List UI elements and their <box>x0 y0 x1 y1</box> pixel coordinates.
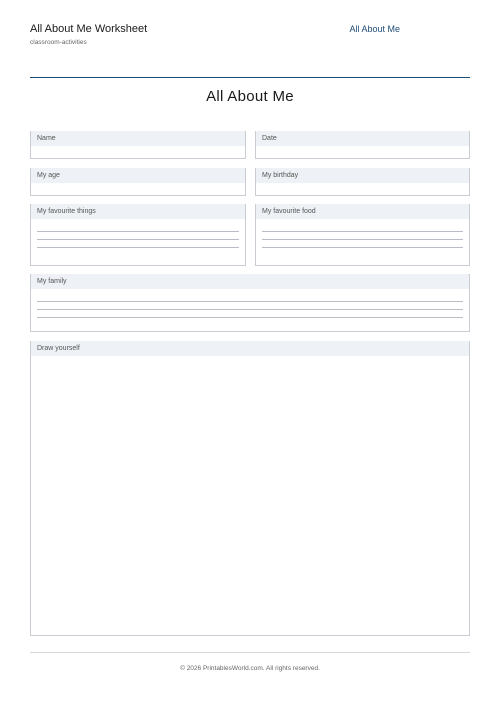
date-field[interactable] <box>255 131 470 159</box>
family-label: My family <box>31 274 469 289</box>
favourite-food-field[interactable] <box>255 204 470 266</box>
age-field[interactable] <box>30 168 246 196</box>
writing-lines <box>262 224 463 248</box>
drawing-area[interactable] <box>31 356 469 635</box>
favourite-things-field[interactable] <box>30 204 246 266</box>
name-field[interactable] <box>30 131 246 159</box>
date-label: Date <box>256 131 469 146</box>
document-title: All About Me Worksheet <box>30 23 148 35</box>
birthday-label: My birthday <box>256 168 469 183</box>
birthday-field[interactable] <box>255 168 470 196</box>
all-about-me-link[interactable]: All About Me <box>349 24 400 34</box>
draw-yourself-label: Draw yourself <box>31 341 469 356</box>
age-label: My age <box>31 168 245 183</box>
name-label: Name <box>31 131 245 146</box>
worksheet-header <box>30 22 470 78</box>
footer-divider <box>30 652 470 653</box>
draw-yourself-field[interactable] <box>30 341 470 636</box>
writing-lines <box>37 294 463 318</box>
footer-copyright: © 2026 PrintablesWorld.com. All rights reserved. <box>180 665 320 672</box>
document-category: classroom-activities <box>30 39 87 46</box>
favourite-food-label: My favourite food <box>256 204 469 219</box>
writing-lines <box>37 224 239 248</box>
page-title: All About Me <box>206 88 294 105</box>
family-field[interactable] <box>30 274 470 332</box>
favourite-things-label: My favourite things <box>31 204 245 219</box>
